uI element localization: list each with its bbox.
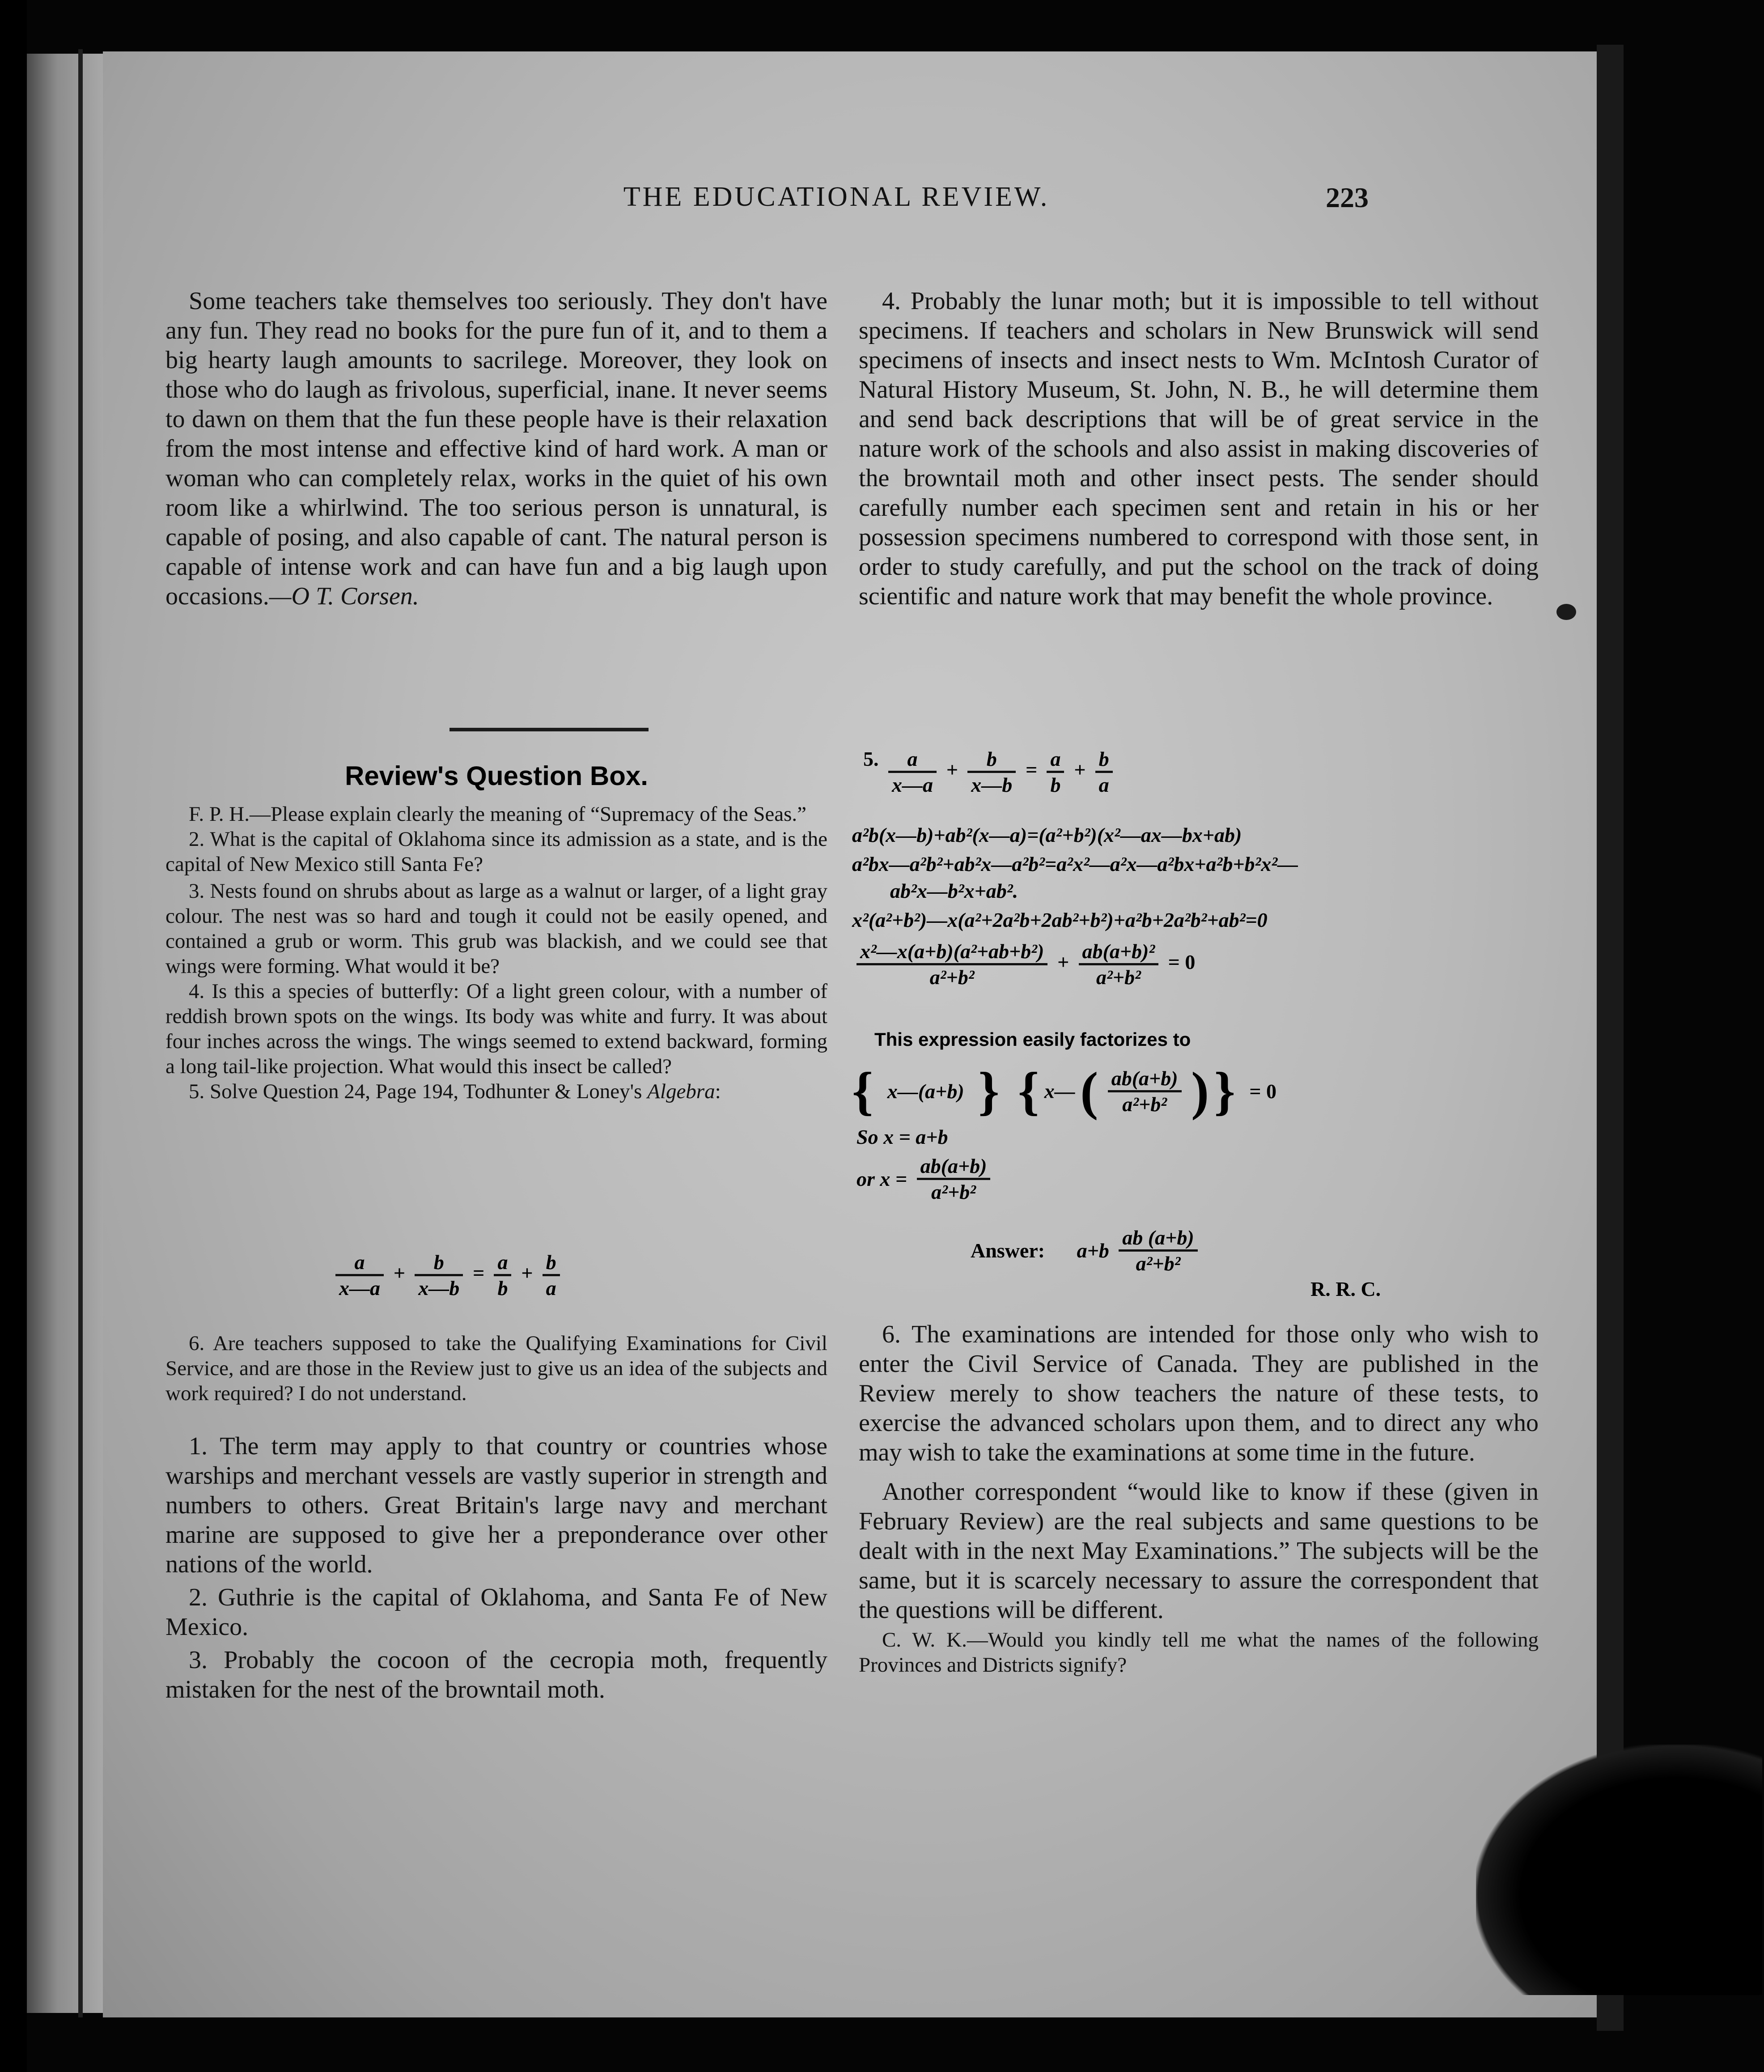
math-line-4: $\frac{\text{x²—x(a+b)(a²+ab+b²)}}{\text{a²+b²}}$ + $\frac{\text{ab(a+b)²}}{\text{a²+b²}}$ = 0 [852, 939, 1195, 989]
question-4: 4. Is this a species of butterfly: Of a light green colour, with a number of reddish brown spots on the wings. Its body was white and furry. It was about four inches across the wings. The wings seemed to extend backward, forming a long tail-like projection. What would this insect be called? [165, 980, 827, 1078]
fraction: $\frac{\text{ab(a+b)²}}{\text{a²+b²}}$ [1079, 939, 1159, 989]
fraction: $\frac{a}{b}$ [1047, 747, 1064, 797]
math-line-1: a²b(x—b)+ab²(x—a)=(a²+b²)(x²—ax—bx+ab) [852, 824, 1242, 846]
answers-block [165, 1431, 827, 1704]
journal-title: THE EDUCATIONAL REVIEW. [623, 182, 1050, 212]
thumb-shadow [1476, 1745, 1762, 1995]
fraction: $\frac{a}{x—a}$ [335, 1250, 384, 1300]
question-5: 5. Solve Question 24, Page 194, Todhunter & Loney's Algebra: [189, 1080, 721, 1103]
fraction: $\frac{ab(a+b)}{\text{a²+b²}}$ [1108, 1066, 1182, 1116]
answer-expression: Answer: a+b $\frac{ab (a+b)}{\text{a²+b²}}$ [971, 1226, 1202, 1275]
essay-paragraph [165, 286, 827, 611]
answer-2: 2. Guthrie is the capital of Oklahoma, and Santa Fe of New Mexico. [165, 1584, 827, 1641]
question-3: 3. Nests found on shrubs about as large as a walnut or larger, of a light gray colour. The nest was so hard and tough it could not be easily opened, and contained a grub or worm. This grub was blackish, and we could see that wings were forming. What would it be? [165, 879, 827, 978]
fraction: $\frac{b}{x—b}$ [967, 747, 1016, 797]
fraction: $\frac{b}{a}$ [543, 1250, 560, 1300]
essay-block [165, 286, 827, 611]
solution-1: So x = a+b [857, 1125, 948, 1148]
answer-5-equation: 5. $\frac{a}{x—a}$ + $\frac{b}{x—b}$ = $\frac{a}{b}$ + $\frac{b}{a}$ [863, 747, 1117, 797]
fraction: $\frac{b}{x—b}$ [415, 1250, 463, 1300]
page-number: 223 [1326, 182, 1369, 213]
math-line-2a: a²bx—a²b²+ab²x—a²b²=a²x²—a²x—a²bx+a²b+b²x²— [852, 853, 1298, 875]
math-line-2b: ab²x—b²x+ab². [890, 879, 1018, 902]
ink-spot [1556, 604, 1576, 620]
answer-6-block [859, 1320, 1539, 1677]
scan-border-left [0, 0, 27, 2072]
factorizes-text: This expression easily factorizes to [874, 1029, 1191, 1050]
section-divider [449, 728, 649, 731]
page-right-edge [1597, 45, 1624, 2031]
answer-3: 3. Probably the cocoon of the cecropia moth, frequently mistaken for the nest of the browntail moth. [165, 1646, 827, 1703]
answer-4-block [859, 286, 1539, 611]
signature: R. R. C. [1310, 1278, 1381, 1300]
question-6-block [165, 1331, 827, 1406]
binding-edge [78, 49, 83, 2017]
fraction: $\frac{a}{b}$ [494, 1250, 511, 1300]
solution-2: or x = $\frac{ab(a+b)}{\text{a²+b²}}$ [857, 1154, 995, 1204]
essay-text: Some teachers take themselves too seriously. They don't have any fun. They read no books for the pure fun of it, and to them a big hearty laugh amounts to sacrilege. Moreover, they look on those who do laugh as frivolous, superficial, inane. It never seems to dawn on them that the fun these people have is their relaxation from the most intense and effective kind of hard work. A man or woman who can completely relax, works in the quiet of his own room like a whirlwind. The too serious person is unnatural, is capable of posing, and also capable of cant. The natural person is capable of intense work and can have fun and a big laugh upon occasions. [165, 287, 827, 610]
answer-5-label: 5. [863, 747, 879, 770]
fraction: $\frac{\text{x²—x(a+b)(a²+ab+b²)}}{\text{a²+b²}}$ [857, 939, 1047, 989]
fraction: $\frac{ab(a+b)}{\text{a²+b²}}$ [917, 1154, 991, 1204]
answer-4: 4. Probably the lunar moth; but it is impossible to tell without specimens. If teachers and scholars in New Brunswick will send specimens of insects and insect nests to Wm. McIntosh Curator of Natural History Museum, St. John, N. B., he will determine them and send back descriptions that will be of great service in the nature work of the schools and also assist in making discoveries of the browntail moth and other insect pests. The sender should carefully number each specimen sent and retain in his or her possession specimens numbered to correspond with those sent, in order to study carefully, and put the school on the track of doing scientific and nature work that may benefit the whole province. [859, 287, 1539, 610]
question-6: 6. Are teachers supposed to take the Qualifying Examinations for Civil Service, and are those in the Review just to give us an idea of the subjects and work required? I do not understand. [165, 1332, 827, 1405]
question-5-equation: $\frac{a}{x—a}$ + $\frac{b}{x—b}$ = $\frac{a}{b}$ + $\frac{b}{a}$ [331, 1250, 564, 1300]
question-2: 2. What is the capital of Oklahoma since its admission as a state, and is the capital of New Mexico still Santa Fe? [165, 828, 827, 876]
running-header [501, 181, 1369, 235]
math-line-3: x²(a²+b²)—x(a²+2a²b+2ab²+b²)+a²b+2a²b²+ab²=0 [852, 909, 1268, 931]
facing-page-edge [27, 54, 103, 2013]
fraction: $\frac{a}{x—a}$ [888, 747, 937, 797]
answer-1: 1. The term may apply to that country or countries whose warships and merchant vessels are vastly superior in strength and numbers to others. Great Britain's large navy and merchant marine are supposed to give her a preponderance over other nations of the world. [165, 1432, 827, 1578]
section-title: Review's Question Box. [345, 761, 648, 791]
fraction: $\frac{b}{a}$ [1095, 747, 1113, 797]
essay-author: —O T. Corsen. [269, 582, 419, 610]
questions-block [165, 802, 827, 1104]
answer-6: 6. The examinations are intended for those only who wish to enter the Civil Service of Canada. They are published in the Review merely to show teachers the nature of these tests, to exercise the advanced scholars upon them, and to direct any who may wish to take the examinations at some time in the future. [859, 1320, 1539, 1466]
question-fph: F. P. H.—Please explain clearly the meaning of “Supremacy of the Seas.” [189, 802, 807, 826]
math-line-5: { x—(a+b) } { x— ( $\frac{ab(a+b)}{\text{a²+b²}}$ ) } = 0 [852, 1061, 1277, 1121]
question-cwk: C. W. K.—Would you kindly tell me what the names of the following Provinces and Districts signify? [859, 1628, 1539, 1677]
fraction: $\frac{ab (a+b)}{\text{a²+b²}}$ [1119, 1226, 1197, 1275]
another-correspondent: Another correspondent “would like to know if these (given in February Review) are the real subjects and same questions to be dealt with in the next May Examinations.” The subjects will be the same, but it is scarcely necessary to assure the correspondent that the questions will be different. [859, 1478, 1539, 1624]
